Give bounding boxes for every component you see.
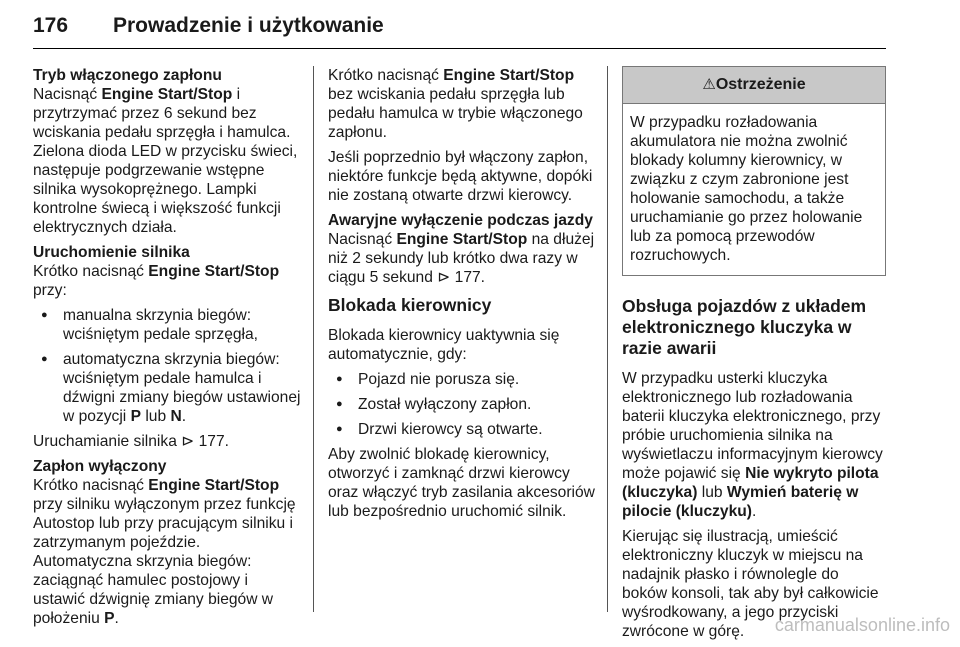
- text: W przypadku usterki kluczyka elektronicznego lub rozładowania baterii kluczyka elektronicznego, przy próbie uruchomienia silnika na wyświetlaczu informacyjnym kierowcy może pojawić się: [622, 370, 883, 482]
- paragraph: Aby zwolnić blokadę kierownicy, otworzyć i zamknąć drzwi kierowcy oraz włączyć tryb zasilania akcesoriów lub bezpośrednio uruchomić silnik.: [328, 446, 595, 520]
- gear-position: N: [170, 408, 182, 425]
- text: i przytrzymać przez 6 sekund bez wciskania pedału sprzęgła i hamulca. Zielona dioda LED w przycisku świeci, następuje podgrzewanie wstępne silnika wysokoprężnego. Lampki kontrolne świecą i większość funkcji elektrycznych działa.: [33, 86, 298, 236]
- steering-lock-list: [328, 370, 596, 439]
- column-1: [33, 66, 301, 634]
- text: Krótko nacisnąć: [33, 477, 149, 494]
- column-divider-2: [607, 66, 608, 612]
- text: bez wciskania pedału sprzęgła lub pedału hamulca w trybie włączonego zapłonu.: [328, 86, 583, 141]
- paragraph: Jeśli poprzednio był włączony zapłon, niektóre funkcje będą aktywne, dopóki nie zostaną otwarte drzwi kierowcy.: [328, 149, 593, 204]
- button-name: Engine Start/Stop: [148, 477, 280, 494]
- page-header: [33, 0, 886, 52]
- display-message: Nie wykryto pilota (kluczyka): [622, 465, 879, 501]
- page-reference: [33, 432, 301, 451]
- text: 177.: [450, 269, 485, 286]
- list-item: [33, 350, 301, 426]
- subheading-ignition-off: Zapłon wyłączony: [33, 458, 167, 475]
- gear-position: P: [104, 610, 115, 627]
- text: Nacisnąć: [33, 86, 102, 103]
- text: Nacisnąć: [328, 231, 397, 248]
- subheading-emergency-off: Awaryjne wyłączenie podczas jazdy: [328, 212, 593, 229]
- text: na dłużej niż 2 sekundy lub krótko dwa razy w ciągu 5 sekund: [328, 231, 595, 286]
- page-ref-arrow-icon: ⊳: [437, 269, 451, 286]
- warning-box: [622, 66, 886, 276]
- button-name: Engine Start/Stop: [148, 263, 280, 280]
- list-item: ● Pojazd nie porusza się.: [328, 370, 596, 389]
- text: lub: [697, 484, 727, 501]
- text: .: [114, 610, 119, 627]
- paragraph: [622, 369, 886, 521]
- text: Uruchamianie silnika: [33, 433, 182, 450]
- paragraph-emergency-off: [328, 211, 596, 287]
- text: przy:: [33, 282, 67, 299]
- header-divider: [33, 48, 886, 49]
- button-name: Engine Start/Stop: [443, 67, 575, 84]
- subheading-ignition-mode: Tryb włączonego zapłonu: [33, 67, 222, 84]
- warning-header: [623, 67, 885, 104]
- text: .: [181, 408, 187, 425]
- column-3: [622, 66, 886, 647]
- subheading-engine-start: Uruchomienie silnika: [33, 244, 190, 261]
- column-2: [328, 66, 596, 527]
- text: lub: [141, 408, 171, 425]
- gear-position: P: [130, 408, 141, 425]
- text: automatyczna skrzynia biegów: wciśniętym pedale hamulca i dźwigni zmiany biegów ustawionej w pozycji: [63, 351, 301, 425]
- warning-title: Ostrzeżenie: [715, 76, 806, 93]
- button-name: Engine Start/Stop: [101, 86, 233, 103]
- start-conditions-list: [33, 306, 301, 426]
- button-name: Engine Start/Stop: [396, 231, 528, 248]
- text: Krótko nacisnąć: [328, 67, 444, 84]
- page-ref-arrow-icon: ⊳: [181, 433, 195, 450]
- text: przy silniku wyłączonym przez funkcję Autostop lub przy pracującym silniku i zatrzymanym pojeździe. Automatyczna skrzynia biegów: zaciągnąć hamulec postojowy i ustawić dźwignię zmiany biegów w położeniu: [33, 496, 296, 627]
- text: Krótko nacisnąć: [33, 263, 149, 280]
- heading-emergency-key: Obsługa pojazdów z układem elektronicznego kluczyka w razie awarii: [622, 296, 867, 358]
- display-message: Wymień baterię w pilocie (kluczyku): [622, 484, 859, 520]
- paragraph: [328, 66, 596, 142]
- list-item: ● Drzwi kierowcy są otwarte.: [328, 420, 596, 439]
- text: .: [751, 503, 757, 520]
- column-divider-1: [313, 66, 314, 612]
- warning-text: W przypadku rozładowania akumulatora nie można zwolnić blokady kolumny kierownicy, w związku z czym zabronione jest holowanie samochodu, a także uruchamianie go przez holowanie lub za pomocą przewodów rozruchowych.: [630, 114, 863, 264]
- page-number: 176: [33, 14, 69, 37]
- page-title: Prowadzenie i użytkowanie: [113, 14, 384, 37]
- heading-steering-lock: Blokada kierownicy: [328, 295, 492, 315]
- watermark: carmanualsonline.info: [774, 615, 950, 635]
- paragraph: Blokada kierownicy uaktywnia się automatycznie, gdy:: [328, 327, 560, 363]
- paragraph: Kierując się ilustracją, umieścić elektroniczny kluczyk w miejscu na nadajnik płasko i równolegle do boków konsoli, tak aby był całkowicie wyśrodkowany, a jego przyciski zwrócone w górę.: [622, 528, 879, 640]
- warning-icon: ⚠: [702, 76, 716, 93]
- paragraph-ignition-mode: [33, 66, 301, 237]
- list-item: ● manualna skrzynia biegów: wciśniętym pedale sprzęgła,: [33, 306, 301, 344]
- paragraph-ignition-off: [33, 457, 301, 628]
- paragraph-engine-start: [33, 243, 301, 300]
- text: 177.: [194, 433, 229, 450]
- list-item: ● Został wyłączony zapłon.: [328, 395, 596, 414]
